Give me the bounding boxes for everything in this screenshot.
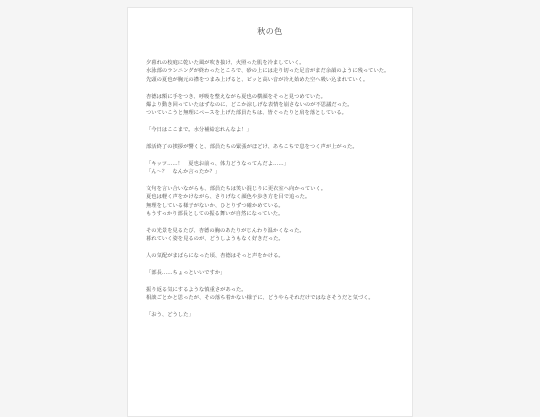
paragraph: 「キッツ……！ 夏也お前っ、体力どうなってんだよ……」 「ん～？ なんか言ったか？」 — [146, 160, 289, 176]
paragraph: 部活終了の挨拶が響くと、部員たちの緊張がほどけ、あちこちで息をつく声が上がった。 — [146, 144, 358, 151]
document-page — [127, 7, 413, 417]
paragraph: 文句を言い合いながらも、部員たちは笑い混じりに更衣室へ向かっていく。 夏也は軽く声をかけながら、さりげなく顔色や歩き方を目で追った。 無理をしている様子がないか、ひとりずつ確かめている。 もうすっかり部長としての振る舞いが自然になっていた。 — [146, 186, 326, 218]
document-body — [128, 59, 412, 319]
paragraph: 杏德は額に手をつき、呼吸を整えながら夏也の横顔をそっと見つめていた。 爆より動き回っていたはずなのに、どこか涼しげな表情を崩さないのが不思議だった。 ついていこうと無理にペースを上げた部員たちは、皆ぐったりと肩を落としている。 — [146, 93, 353, 117]
paragraph: 夕暮れの校庭に乾いた風が吹き抜け、火照った肌を冷ましていく。 水泳部のランニングが終わったところで、砂の上には走り切った足音がまだ余韻のように残っていた。 先頭の夏也が胸元の襟をつまみ上げると、ピッと高い音が冷え始めた空へ吸い込まれていく。 — [146, 60, 390, 83]
document-title: 秋の色 — [257, 27, 283, 36]
paragraph: 「部長……ちょっといいですか」 — [146, 270, 226, 277]
paragraph: 振り返る気にするような慎重さがあった。 相談ごとかと思ったが、その落ち着かない様子に、どうやらそれだけではなさそうだと気づく。 — [146, 286, 374, 302]
paragraph: その光景を見るたび、杏德の胸のあたりがじんわり温かくなった。 暮れていく姿を見るのが、どうしようもなく好きだった。 — [146, 228, 305, 243]
paragraph: 「おう、どうした」 — [146, 312, 194, 319]
paragraph: 人の気配がまばらになった頃、杏德はそっと声をかける。 — [146, 253, 284, 260]
paragraph: 「今日はここまで。水分補給忘れんなよ！」 — [146, 127, 252, 134]
